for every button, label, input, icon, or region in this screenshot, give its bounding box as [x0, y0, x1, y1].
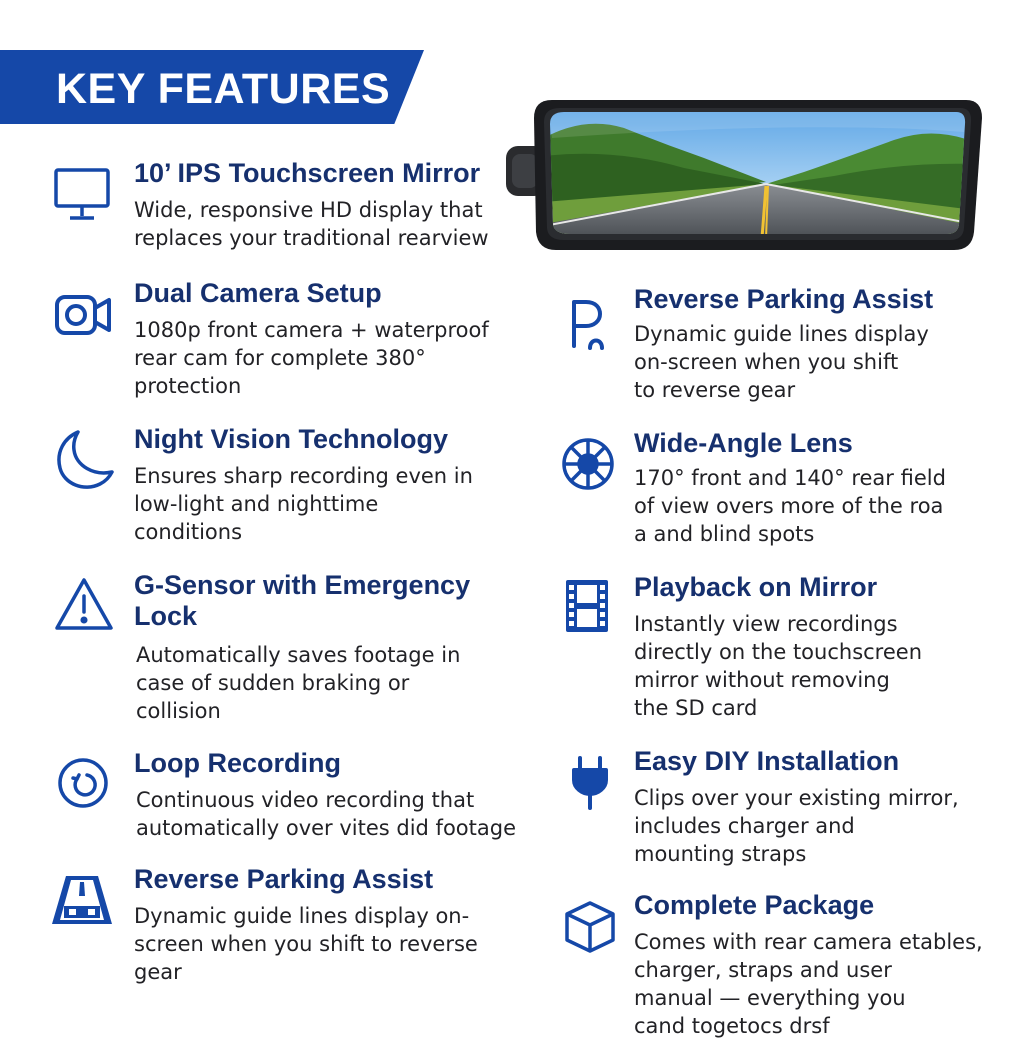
- feature-night-vision: [54, 424, 504, 554]
- feature-description: Clips over your existing mirror, includes charger and mounting straps: [634, 786, 959, 866]
- warning-icon: [54, 576, 114, 632]
- feature-complete-package: [564, 890, 1014, 1038]
- film-icon: [566, 580, 608, 632]
- feature-title: Dual Camera Setup: [134, 278, 382, 308]
- feature-title: 10’ IPS Touchscreen Mirror: [134, 158, 481, 188]
- feature-description: 170° front and 140° rear field of view overs more of the roa a and blind spots: [634, 466, 946, 546]
- feature-wide-angle-lens: [560, 428, 1010, 558]
- feature-title: Easy DIY Installation: [634, 746, 900, 776]
- feature-title: Reverse Parking Assist: [134, 864, 434, 894]
- feature-description: Dynamic guide lines display on- screen when you shift to reverse gear: [134, 904, 478, 984]
- feature-title: Reverse Parking Assist: [634, 284, 934, 314]
- parking-icon: [566, 296, 610, 352]
- feature-reverse-parking-right: [566, 284, 1006, 414]
- feature-description: Dynamic guide lines display on-screen when you shift to reverse gear: [634, 322, 929, 402]
- feature-title: Complete Package: [634, 890, 875, 920]
- road-icon: [52, 876, 112, 924]
- feature-description: Comes with rear camera etables, charger, straps and user manual — everything you cand togetocs drsf: [634, 930, 983, 1038]
- feature-title: Loop Recording: [134, 748, 341, 778]
- camera-icon: [54, 292, 112, 338]
- feature-reverse-parking-left: [52, 864, 502, 994]
- page-title: KEY FEATURES: [56, 65, 391, 113]
- rearview-mirror-dashcam-image: [504, 98, 984, 254]
- feature-description: Automatically saves footage in case of sudden braking or collision: [136, 643, 461, 723]
- feature-title: Wide-Angle Lens: [634, 428, 853, 458]
- feature-description: Continuous video recording that automatically over vites did footage: [136, 788, 516, 840]
- feature-dual-camera: [54, 278, 504, 408]
- plug-icon: [570, 756, 610, 810]
- feature-diy-installation: [570, 746, 1010, 876]
- monitor-icon: [54, 166, 110, 222]
- feature-title: G-Sensor with Emergency Lock: [134, 570, 471, 631]
- feature-touchscreen: [54, 158, 504, 258]
- box-icon: [564, 900, 616, 954]
- feature-description: Ensures sharp recording even in low-light and nighttime conditions: [134, 464, 473, 544]
- feature-description: Wide, responsive HD display that replaces your traditional rearview: [134, 198, 489, 250]
- lens-icon: [560, 436, 616, 492]
- feature-title: Playback on Mirror: [634, 572, 878, 602]
- feature-description: Instantly view recordings directly on the touchscreen mirror without removing the SD card: [634, 612, 923, 720]
- feature-g-sensor: [54, 570, 504, 730]
- feature-playback: [566, 572, 1006, 732]
- feature-description: 1080p front camera + waterproof rear cam for complete 380° protection: [134, 318, 489, 398]
- feature-loop-recording: [56, 748, 516, 848]
- feature-title: Night Vision Technology: [134, 424, 449, 454]
- loop-icon: [56, 756, 110, 810]
- moon-icon: [54, 428, 114, 492]
